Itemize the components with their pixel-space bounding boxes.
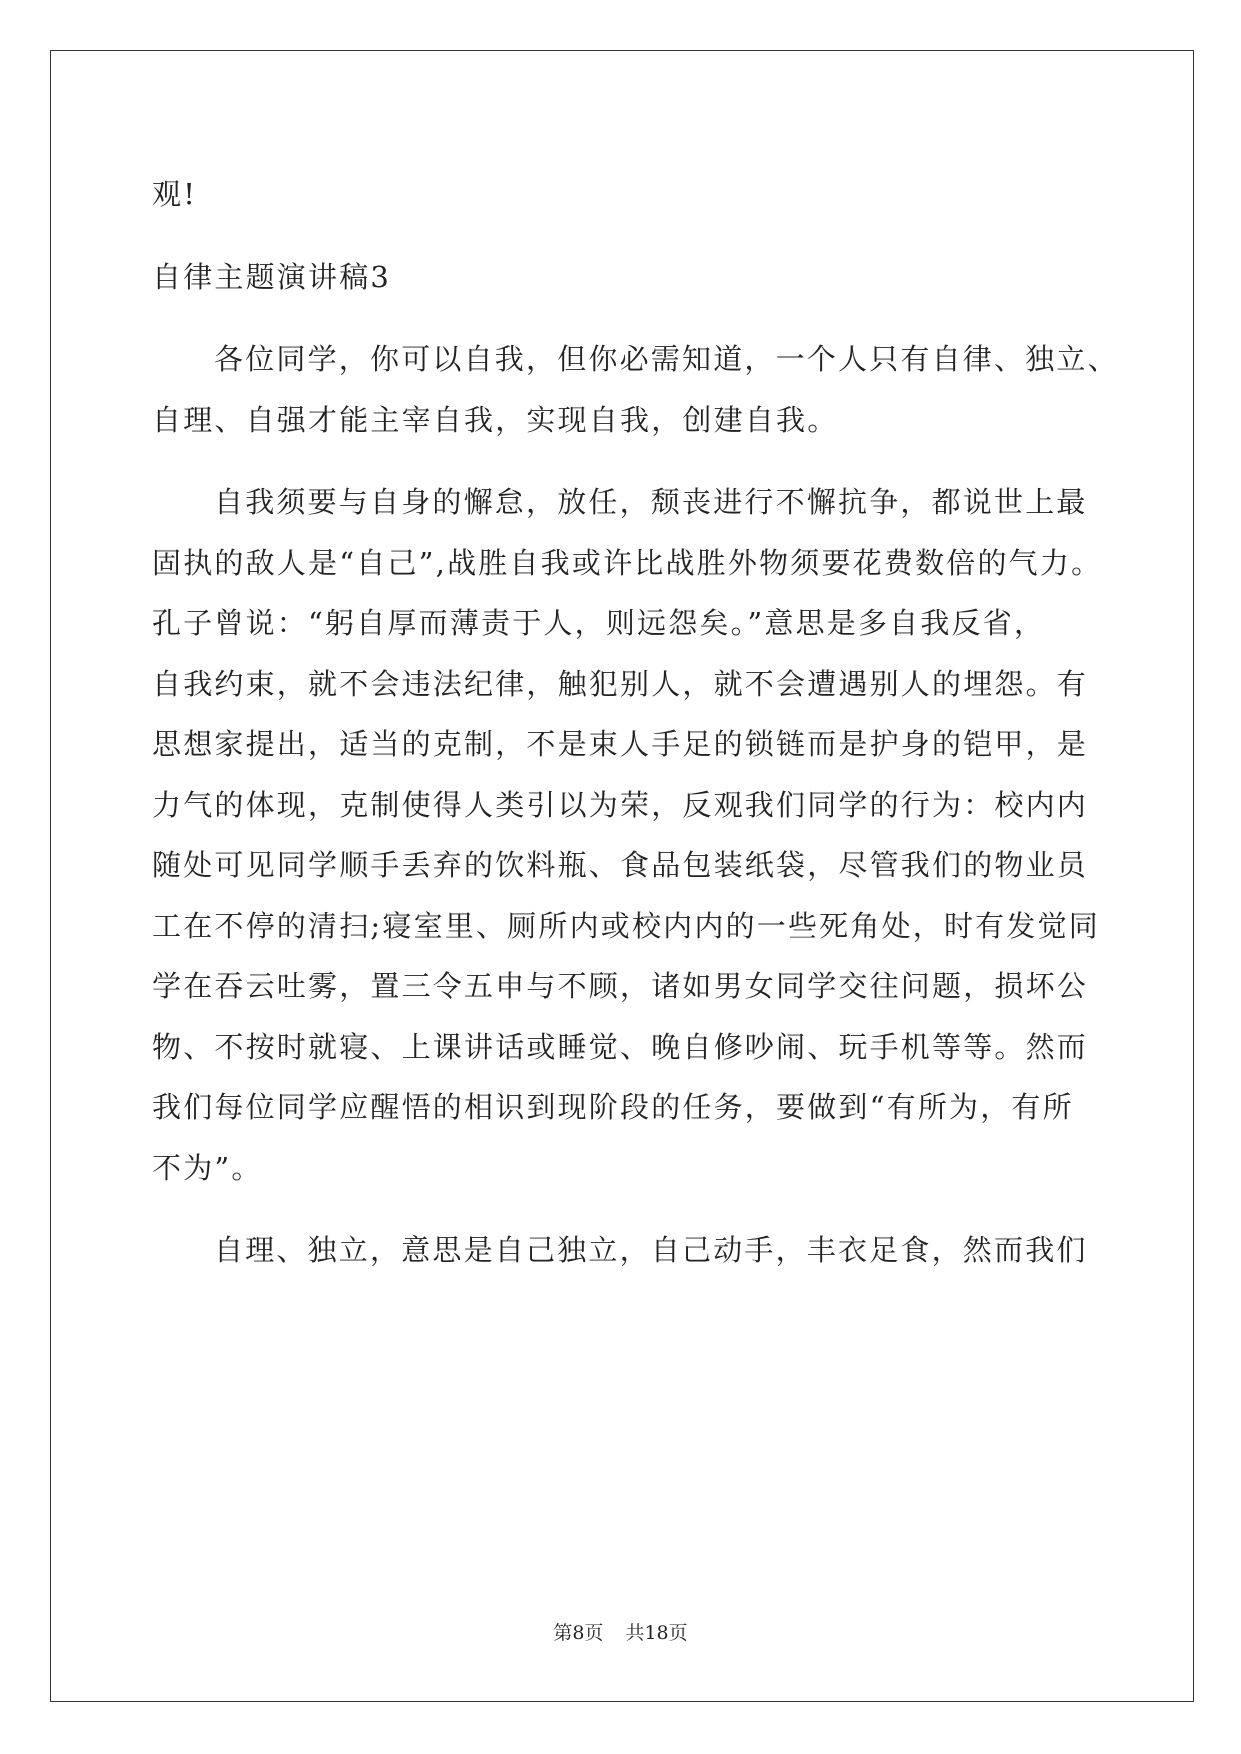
paragraph-line: 各位同学，你可以自我，但你必需知道，一个人只有自律、独立、 bbox=[214, 342, 1119, 376]
paragraph-line: 随处可见同学顺手丢弃的饮料瓶、食品包装纸袋，尽管我们的物业员 bbox=[152, 848, 1089, 882]
paragraph-line: 固执的敌人是“自己”,战胜自我或许比战胜外物须要花费数倍的气力。 bbox=[152, 545, 1103, 580]
paragraph-line: 物、不按时就寝、上课讲话或睡觉、晚自修吵闹、玩手机等等。然而 bbox=[152, 1029, 1089, 1064]
paragraph-line: 自我约束，就不会违法纪律，触犯别人，就不会遭遇别人的埋怨。有 bbox=[152, 666, 1089, 701]
page-number-total: 共18页 bbox=[625, 1622, 688, 1644]
paragraph-line: 自我须要与自身的懈怠，放任，颓丧进行不懈抗争，都说世上最 bbox=[214, 485, 1088, 519]
text-line: 观! bbox=[152, 177, 198, 211]
paragraph-line: 不为”。 bbox=[152, 1150, 263, 1185]
document-body bbox=[152, 164, 1119, 1281]
paragraph-line: 工在不停的清扫;寝室里、厕所内或校内内的一些死角处，时有发觉同 bbox=[152, 908, 1100, 943]
page-footer bbox=[0, 1618, 1241, 1645]
paragraph-line: 孔子曾说：“躬自厚而薄责于人，则远怨矣。”意思是多自我反省， bbox=[152, 606, 1046, 640]
paragraph-line: 力气的体现，克制使得人类引以为荣，反观我们同学的行为：校内内 bbox=[152, 787, 1089, 822]
paragraph-line: 学在吞云吐雾，置三令五申与不顾，诸如男女同学交往问题，损坏公 bbox=[152, 969, 1089, 1003]
paragraph-line: 自理、独立，意思是自己独立，自己动手，丰衣足食，然而我们 bbox=[214, 1233, 1088, 1267]
paragraph-line: 我们每位同学应醒悟的相识到现阶段的任务，要做到“有所为，有所 bbox=[152, 1090, 1074, 1124]
paragraph-line: 思想家提出，适当的克制，不是束人手足的锁链而是护身的铠甲，是 bbox=[152, 727, 1089, 761]
page-number-current: 第8页 bbox=[553, 1622, 604, 1644]
paragraph-line: 自理、自强才能主宰自我，实现自我，创建自我。 bbox=[152, 402, 839, 437]
section-title: 自律主题演讲稿3 bbox=[152, 259, 392, 294]
